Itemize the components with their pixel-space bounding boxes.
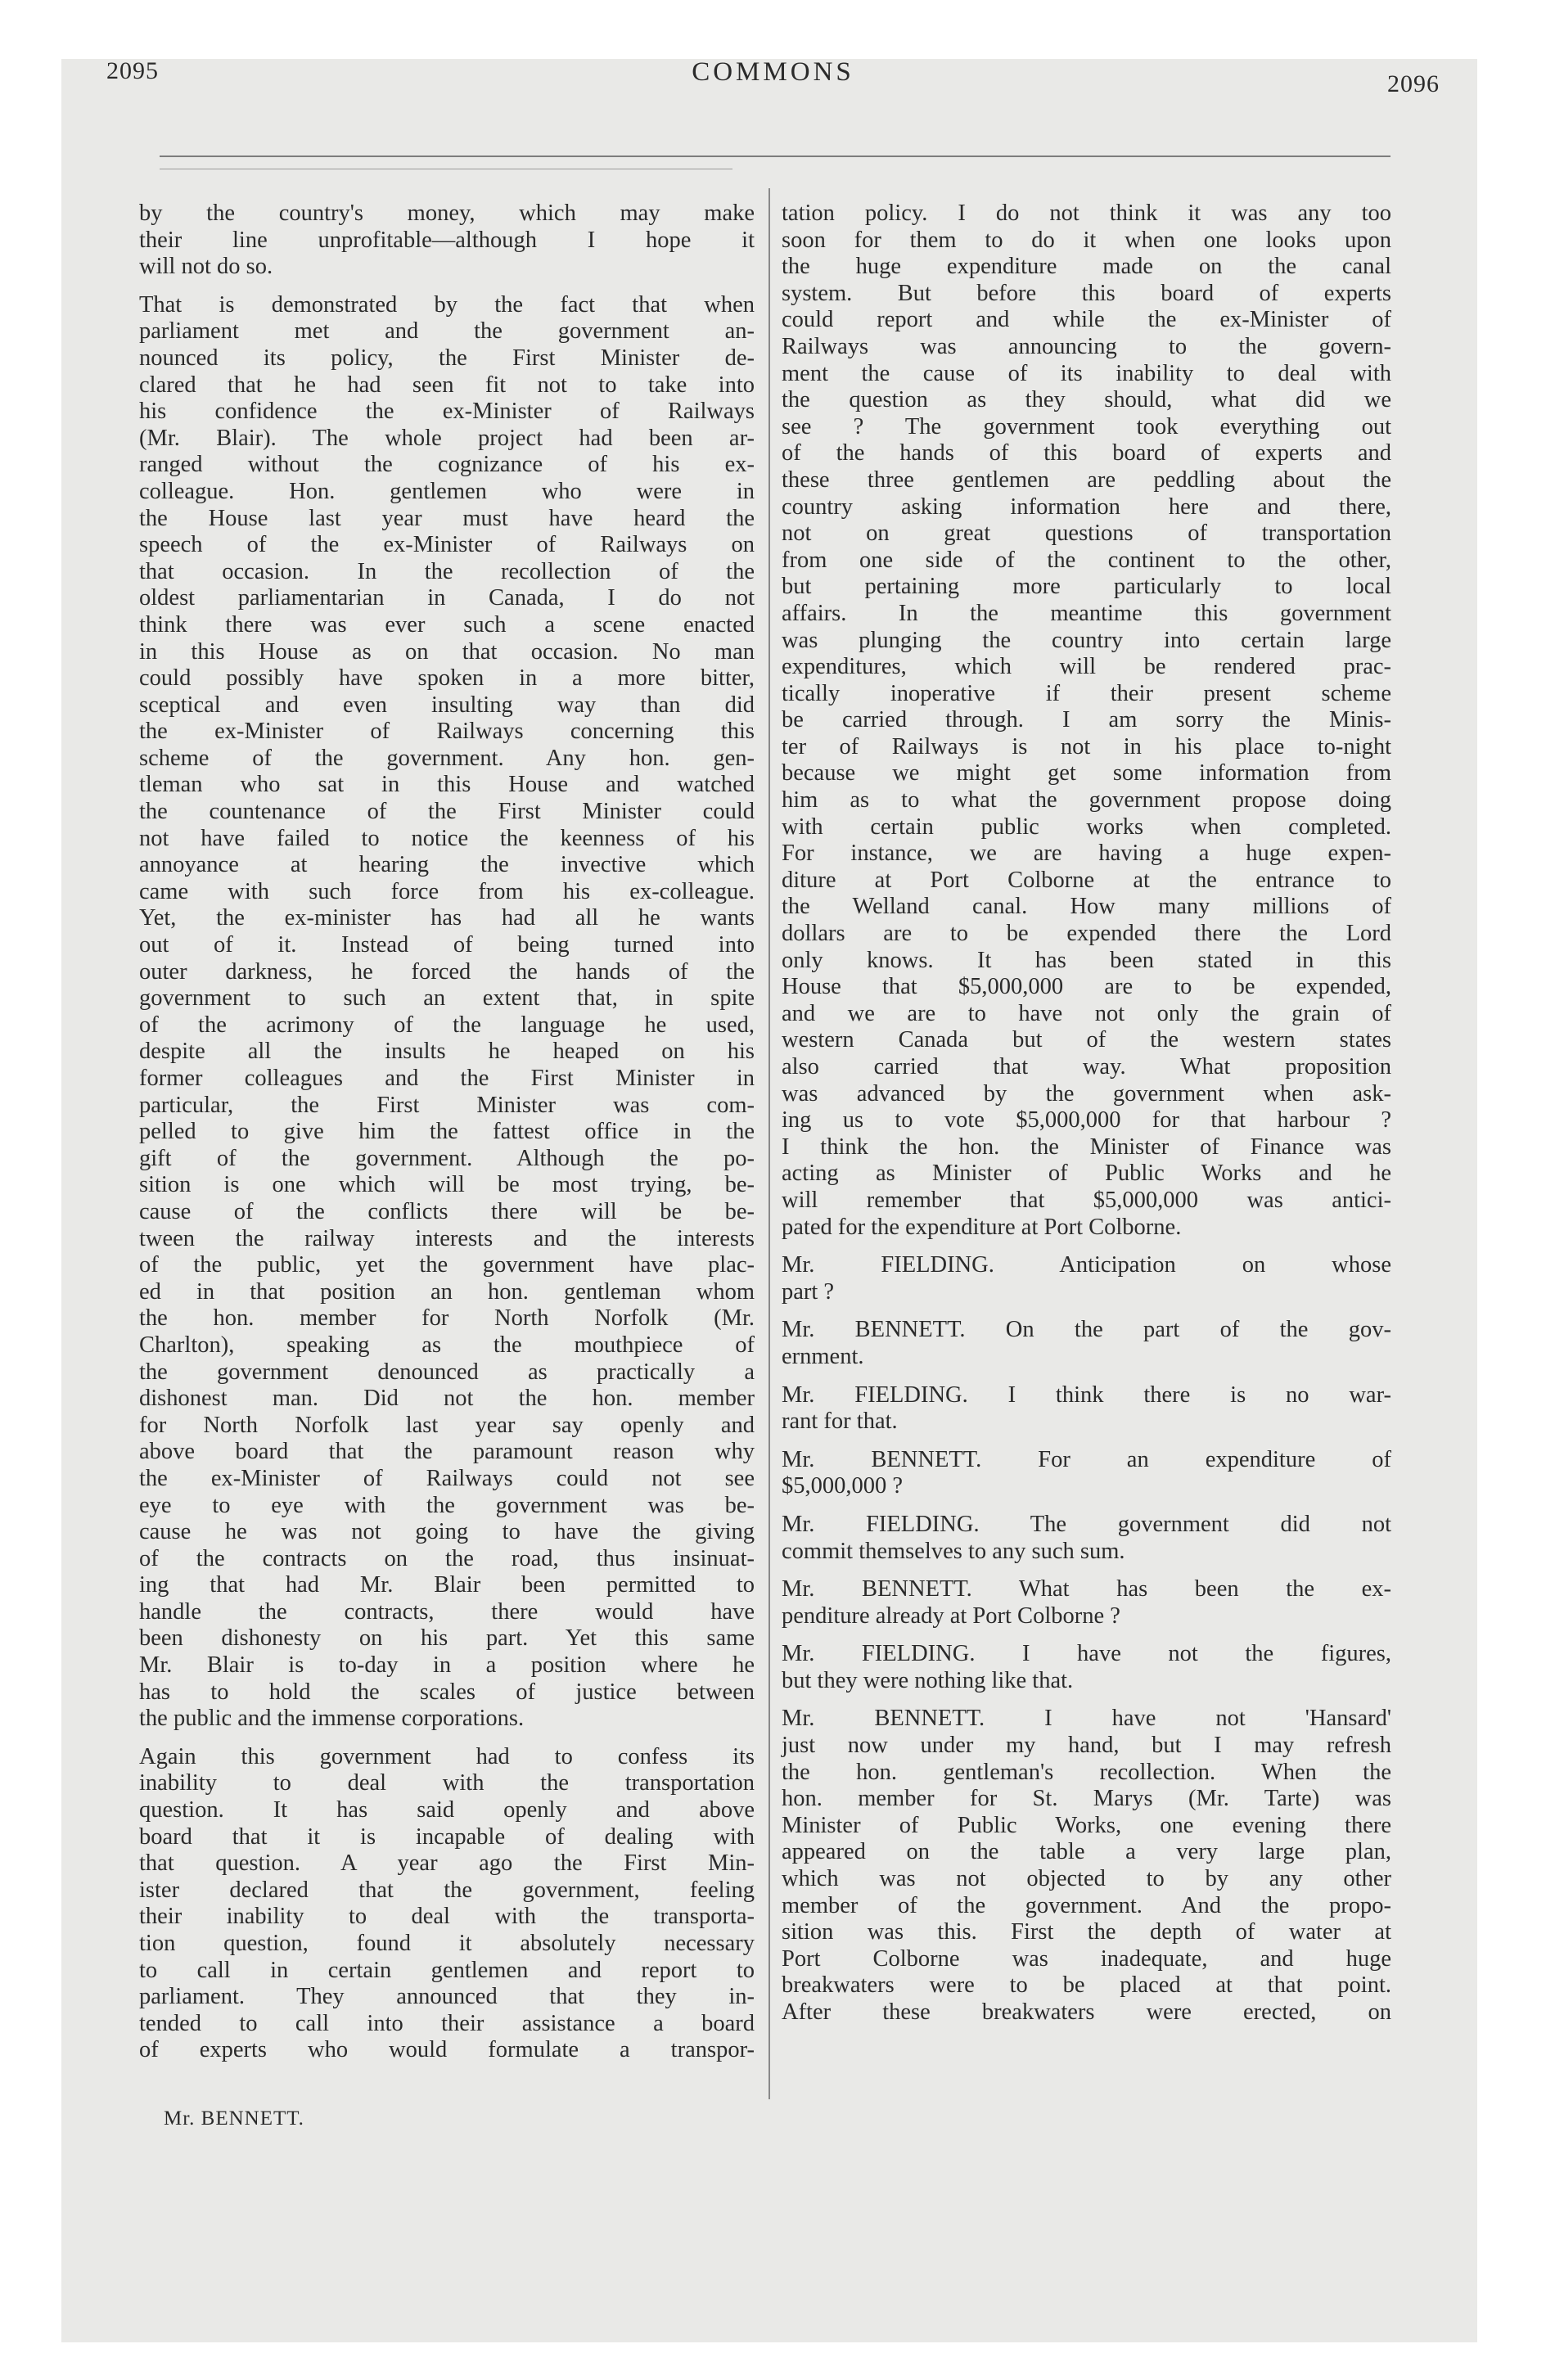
text-line: be carried through. I am sorry the Minis-	[782, 707, 1391, 733]
running-head-title: COMMONS	[692, 57, 854, 87]
text-line: not have failed to notice the keenness of his	[139, 825, 755, 851]
text-line: will remember that $5,000,000 was antici-	[782, 1187, 1391, 1213]
text-line: that question. A year ago the First Min-	[139, 1850, 755, 1877]
text-line: just now under my hand, but I may refresh	[782, 1733, 1391, 1759]
text-line: inability to deal with the transportation	[139, 1770, 755, 1796]
text-line: came with such force from his ex-colleague.	[139, 878, 755, 904]
text-line: Charlton), speaking as the mouthpiece of	[139, 1332, 755, 1358]
text-line: that occasion. In the recollection of the	[139, 558, 755, 584]
paragraph-gap	[782, 1371, 1391, 1382]
paragraph-gap	[782, 1241, 1391, 1252]
text-line: $5,000,000 ?	[782, 1473, 904, 1499]
paragraph-gap	[782, 1305, 1391, 1317]
text-line: Mr. FIELDING. I think there is no war-	[782, 1382, 1391, 1408]
text-line: oldest parliamentarian in Canada, I do not	[139, 585, 755, 611]
text-line: the countenance of the First Minister could	[139, 799, 755, 825]
text-line: Mr. BENNETT. On the part of the gov-	[782, 1317, 1391, 1343]
text-line: tion question, found it absolutely necessary	[139, 1931, 755, 1956]
text-line: Again this government had to confess its	[139, 1743, 755, 1769]
text-line: of the hands of this board of experts and	[782, 440, 1391, 467]
text-line: their inability to deal with the transporta-	[139, 1904, 755, 1930]
text-line: gift of the government. Although the po-	[139, 1145, 755, 1171]
column-divider	[768, 188, 770, 2099]
text-line: House that $5,000,000 are to be expended,	[782, 974, 1391, 1000]
text-line: ing that had Mr. Blair been permitted to	[139, 1572, 755, 1598]
paragraph	[139, 1744, 755, 2064]
text-line: tation policy. I do not think it was any too	[782, 201, 1391, 226]
text-line: ernment.	[782, 1343, 864, 1369]
text-line: the Welland canal. How many millions of	[782, 894, 1391, 920]
text-line: That is demonstrated by the fact that when	[139, 291, 755, 318]
text-line: government to such an extent that, in spite	[139, 985, 755, 1012]
paragraph-gap	[782, 1500, 1391, 1512]
text-line: because we might get some information from	[782, 760, 1391, 787]
text-line: was advanced by the government when ask-	[782, 1080, 1391, 1107]
text-line: board that it is incapable of dealing with	[139, 1823, 755, 1850]
text-line: think there was ever such a scene enacted	[139, 611, 755, 638]
text-line: Yet, the ex-minister has had all he wants	[139, 905, 755, 931]
right-column	[782, 201, 1391, 2026]
paragraph	[782, 1382, 1391, 1436]
text-line: the public and the immense corporations.	[139, 1706, 525, 1732]
text-line: could report and while the ex-Minister of	[782, 307, 1391, 333]
text-line: cause he was not going to have the giving	[139, 1519, 755, 1545]
text-line: parliament met and the government an-	[139, 318, 755, 345]
text-line: the hon. member for North Norfolk (Mr.	[139, 1305, 755, 1332]
text-line: affairs. In the meantime this government	[782, 600, 1391, 626]
catchword: Mr. BENNETT.	[164, 2107, 304, 2130]
text-line: only knows. It has been stated in this	[782, 947, 1391, 973]
text-line: ister declared that the government, feeling	[139, 1877, 755, 1903]
text-line: but pertaining more particularly to local	[782, 574, 1391, 600]
header-rule	[160, 156, 1390, 157]
text-line: ter of Railways is not in his place to-night	[782, 733, 1391, 760]
text-line: to call in certain gentlemen and report to	[139, 1957, 755, 1983]
text-line: the huge expenditure made on the canal	[782, 254, 1391, 280]
text-line: scheme of the government. Any hon. gen-	[139, 745, 755, 771]
text-line: has to hold the scales of justice between	[139, 1679, 755, 1705]
text-line: part ?	[782, 1278, 835, 1305]
text-line: the question as they should, what did we	[782, 387, 1391, 413]
text-line: speech of the ex-Minister of Railways on	[139, 532, 755, 558]
text-line: After these breakwaters were erected, on	[782, 1999, 1391, 2025]
text-line: diture at Port Colborne at the entrance to	[782, 867, 1391, 893]
text-line: their line unprofitable—although I hope it	[139, 227, 755, 253]
paragraph-gap	[139, 1733, 755, 1744]
text-line: of the acrimony of the language he used,	[139, 1012, 755, 1038]
text-line: the hon. gentleman's recollection. When the	[782, 1759, 1391, 1785]
paragraph	[782, 1252, 1391, 1305]
text-line: of experts who would formulate a transpor-	[139, 2037, 755, 2063]
text-line: Railways was announcing to the govern-	[782, 333, 1391, 359]
text-line: soon for them to do it when one looks upon	[782, 227, 1391, 253]
text-line: dishonest man. Did not the hon. member	[139, 1386, 755, 1412]
text-line: not on great questions of transportation	[782, 521, 1391, 547]
text-line: the House last year must have heard the	[139, 505, 755, 531]
text-line: appeared on the table a very large plan,	[782, 1839, 1391, 1865]
paragraph-gap	[782, 1629, 1391, 1641]
paragraph	[782, 1317, 1391, 1370]
text-line: penditure already at Port Colborne ?	[782, 1602, 1120, 1629]
text-line: ed in that position an hon. gentleman whom	[139, 1278, 755, 1305]
text-line: former colleagues and the First Minister in	[139, 1066, 755, 1091]
text-line: pelled to give him the fattest office in the	[139, 1119, 755, 1145]
text-line: hon. member for St. Marys (Mr. Tarte) was	[782, 1786, 1391, 1812]
text-line: despite all the insults he heaped on his	[139, 1039, 755, 1065]
text-line: Port Colborne was inadequate, and huge	[782, 1945, 1391, 1972]
text-line: commit themselves to any such sum.	[782, 1538, 1125, 1564]
paragraph	[782, 1512, 1391, 1565]
text-line: Mr. BENNETT. What has been the ex-	[782, 1576, 1391, 1602]
text-line: these three gentlemen are peddling about the	[782, 467, 1391, 493]
text-line: For instance, we are having a huge expen-	[782, 841, 1391, 867]
text-line: of the contracts on the road, thus insinuat-	[139, 1545, 755, 1571]
text-line: western Canada but of the western states	[782, 1027, 1391, 1053]
page-number-right: 2096	[1387, 70, 1440, 97]
text-line: member of the government. And the propo-	[782, 1892, 1391, 1918]
text-line: of the public, yet the government have plac-	[139, 1252, 755, 1278]
text-line: handle the contracts, there would have	[139, 1598, 755, 1625]
page-number-left: 2095	[106, 57, 159, 84]
text-line: Mr. FIELDING. I have not the figures,	[782, 1641, 1391, 1667]
text-line: which was not objected to by any other	[782, 1866, 1391, 1892]
text-line: Mr. BENNETT. I have not 'Hansard'	[782, 1706, 1391, 1732]
text-line: and we are to have not only the grain of	[782, 1000, 1391, 1026]
paragraph	[139, 201, 755, 281]
text-line: annoyance at hearing the invective which	[139, 852, 755, 878]
text-line: expenditures, which will be rendered prac-	[782, 654, 1391, 680]
text-line: above board that the paramount reason why	[139, 1439, 755, 1465]
text-line: ment the cause of its inability to deal with	[782, 360, 1391, 386]
text-line: will not do so.	[139, 254, 273, 280]
paragraph-gap	[782, 1565, 1391, 1576]
text-line: sition was this. First the depth of water at	[782, 1919, 1391, 1945]
text-line: the government denounced as practically a	[139, 1359, 755, 1385]
text-line: tleman who sat in this House and watched	[139, 772, 755, 798]
page-header	[106, 49, 1440, 98]
text-line: dollars are to be expended there the Lord	[782, 921, 1391, 947]
text-line: question. It has said openly and above	[139, 1797, 755, 1823]
text-line: from one side of the continent to the other,	[782, 547, 1391, 573]
text-line: parliament. They announced that they in-	[139, 1984, 755, 2010]
text-line: Mr. BENNETT. For an expenditure of	[782, 1446, 1391, 1472]
text-line: see ? The government took everything out	[782, 413, 1391, 439]
text-line: was plunging the country into certain large	[782, 627, 1391, 653]
text-line: outer darkness, he forced the hands of the	[139, 958, 755, 985]
text-line: ing us to vote $5,000,000 for that harbour ?	[782, 1107, 1391, 1134]
text-line: sceptical and even insulting way than did	[139, 692, 755, 718]
text-line: Mr. FIELDING. Anticipation on whose	[782, 1252, 1391, 1278]
paragraph-gap	[782, 1436, 1391, 1447]
paragraph	[782, 201, 1391, 1241]
text-line: for North Norfolk last year say openly and	[139, 1412, 755, 1438]
text-line: by the country's money, which may make	[139, 201, 755, 226]
text-line: tended to call into their assistance a board	[139, 2010, 755, 2036]
text-line: sition is one which will be most trying, be-	[139, 1172, 755, 1198]
text-line: Mr. Blair is to-day in a position where he	[139, 1652, 755, 1679]
text-line: (Mr. Blair). The whole project had been ar-	[139, 425, 755, 451]
text-line: Mr. FIELDING. The government did not	[782, 1511, 1391, 1537]
text-line: could possibly have spoken in a more bitter,	[139, 665, 755, 692]
text-line: I think the hon. the Minister of Finance was	[782, 1134, 1391, 1160]
paragraph	[782, 1447, 1391, 1500]
text-line: cause of the conflicts there will be be-	[139, 1198, 755, 1224]
text-line: in this House as on that occasion. No man	[139, 638, 755, 665]
text-line: with certain public works when completed.	[782, 814, 1391, 840]
paragraph	[782, 1641, 1391, 1694]
text-line: particular, the First Minister was com-	[139, 1092, 755, 1118]
text-line: tically inoperative if their present scheme	[782, 680, 1391, 706]
text-line: clared that he had seen fit not to take into	[139, 372, 755, 398]
text-line: been dishonesty on his part. Yet this same	[139, 1625, 755, 1652]
text-line: also carried that way. What proposition	[782, 1054, 1391, 1080]
paragraph-gap	[782, 1694, 1391, 1706]
text-line: Minister of Public Works, one evening there	[782, 1812, 1391, 1838]
text-line: acting as Minister of Public Works and he	[782, 1161, 1391, 1187]
paragraph	[782, 1706, 1391, 2026]
paragraph	[139, 292, 755, 1733]
text-line: eye to eye with the government was be-	[139, 1492, 755, 1518]
text-line: ranged without the cognizance of his ex-	[139, 452, 755, 478]
text-line: country asking information here and there,	[782, 494, 1391, 520]
text-line: system. But before this board of experts	[782, 280, 1391, 306]
text-line: the ex-Minister of Railways concerning this	[139, 719, 755, 745]
text-line: tween the railway interests and the interests	[139, 1225, 755, 1251]
text-line: the ex-Minister of Railways could not see	[139, 1465, 755, 1491]
text-line: out of it. Instead of being turned into	[139, 932, 755, 958]
text-line: breakwaters were to be placed at that point.	[782, 1972, 1391, 1999]
left-column	[139, 201, 755, 2064]
text-line: colleague. Hon. gentlemen who were in	[139, 478, 755, 504]
paragraph-gap	[139, 281, 755, 292]
text-line: nounced its policy, the First Minister de-	[139, 345, 755, 371]
text-line: rant for that.	[782, 1409, 898, 1435]
text-line: pated for the expenditure at Port Colborne.	[782, 1214, 1182, 1240]
paragraph	[782, 1576, 1391, 1629]
text-line: his confidence the ex-Minister of Railways	[139, 399, 755, 425]
text-line: but they were nothing like that.	[782, 1667, 1074, 1693]
text-line: him as to what the government propose doing	[782, 787, 1391, 814]
